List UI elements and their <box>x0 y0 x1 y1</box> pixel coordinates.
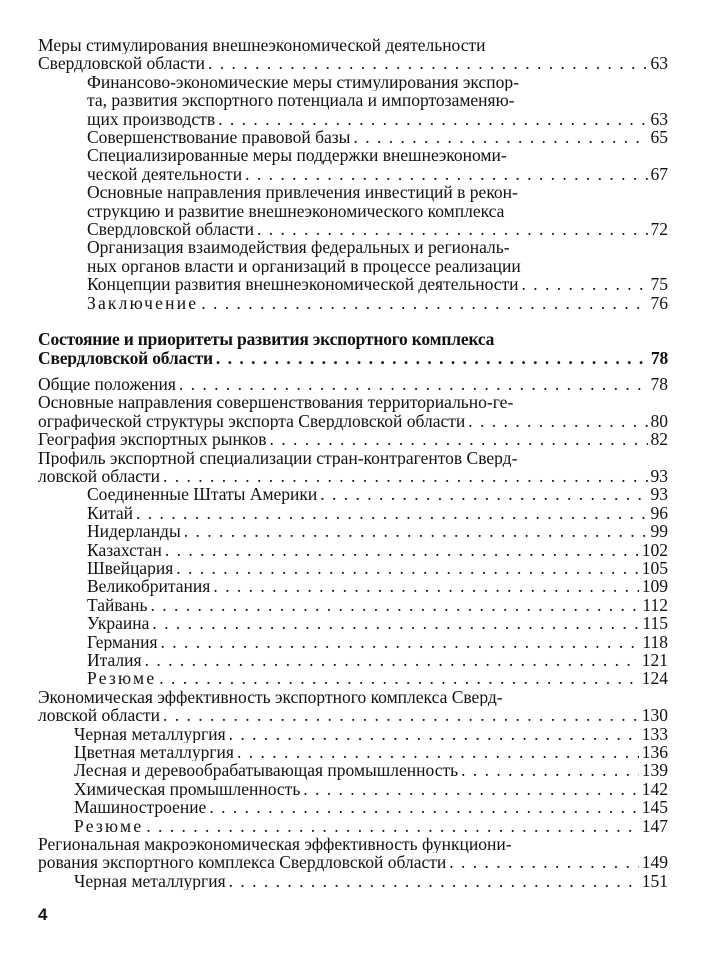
toc-entry <box>38 36 668 73</box>
toc-entry-title: Резюме <box>87 669 157 688</box>
toc-entry <box>38 798 668 816</box>
toc-entry-line <box>87 294 668 312</box>
dot-leader <box>163 467 647 485</box>
toc-entry-title: Общие положения <box>38 374 176 394</box>
dot-leader <box>201 294 647 312</box>
toc-entry <box>38 835 668 872</box>
toc-entry <box>38 559 668 577</box>
toc-entry-title: Специализированные меры поддержки внешнеэкономи- <box>87 146 507 165</box>
dot-leader <box>257 220 647 238</box>
toc-page-number: 109 <box>641 577 668 596</box>
toc-page-number: 63 <box>650 54 668 73</box>
dot-leader <box>237 743 639 761</box>
toc-entry-title: Китай <box>87 503 134 523</box>
toc-entry-title: ловской области <box>38 466 161 486</box>
toc-entry <box>38 146 668 183</box>
toc-page-number: 93 <box>650 466 668 486</box>
toc-entry-title: струкцию и развитие внешнеэкономического комплекса <box>87 201 505 221</box>
toc-entry-line <box>87 146 668 164</box>
toc-entry-line <box>38 449 668 467</box>
toc-entry-title: Украина <box>87 614 150 633</box>
toc-page-number: 130 <box>641 706 668 725</box>
toc-entry-line <box>87 596 668 614</box>
toc-entry-line <box>38 412 668 430</box>
toc-entry-title: Профиль экспортной специализации стран-контрагентов Сверд- <box>38 448 518 467</box>
toc-entry-line <box>87 275 668 293</box>
toc-page-number: 82 <box>650 430 668 449</box>
toc-entry-line <box>38 393 668 411</box>
dot-leader <box>522 275 648 293</box>
toc-entry-title: Финансово-экономические меры стимулирования экспор- <box>87 72 519 92</box>
toc-entry <box>38 183 668 238</box>
dot-leader <box>245 165 647 183</box>
toc-entry <box>38 375 668 393</box>
toc-page-number: 96 <box>650 503 668 523</box>
toc-page-number: 115 <box>642 614 668 633</box>
toc-page-number: 136 <box>641 743 668 762</box>
toc-page-number: 63 <box>650 109 668 129</box>
dot-leader <box>461 761 639 779</box>
toc-entry-line <box>87 633 668 651</box>
toc-entry-title: Лесная и деревообрабатывающая промышленность <box>74 761 459 780</box>
toc-entry-title: Меры стимулирования внешнеэкономической деятельности <box>38 36 486 55</box>
toc-page-number: 78 <box>650 348 668 367</box>
toc-entry-title: Резюме <box>74 816 144 836</box>
toc-entry-title: Великобритания <box>87 577 211 596</box>
toc-entry <box>38 541 668 559</box>
toc-entry-title: Нидерланды <box>87 522 181 541</box>
toc-entry-title: Свердловской области <box>38 54 206 73</box>
toc-entry-title: Экономическая эффективность экспортного комплекса Сверд- <box>38 687 503 707</box>
toc-entry-title: Швейцария <box>87 558 174 578</box>
toc-entry-title: щих производств <box>87 109 216 129</box>
dot-leader <box>468 412 647 430</box>
section-heading-line <box>38 330 668 348</box>
toc-entry <box>38 651 668 669</box>
dot-leader <box>152 614 639 632</box>
section-title: Свердловской области <box>38 348 213 367</box>
dot-leader <box>176 559 639 577</box>
toc-entry-title: Свердловской области <box>87 220 255 239</box>
toc-entry-line <box>38 467 668 485</box>
toc-entry-line <box>38 375 668 393</box>
toc-page-number: 145 <box>641 798 668 817</box>
toc-entry-title: Черная металлургия <box>74 871 226 891</box>
toc-entry-line <box>74 743 668 761</box>
toc-page-number: 139 <box>641 761 668 780</box>
dot-leader <box>320 485 647 503</box>
toc-entry-line <box>87 91 668 109</box>
toc-entry <box>38 577 668 595</box>
toc-entry-line <box>74 725 668 743</box>
toc-entry-line <box>74 872 668 890</box>
toc-entry-line <box>87 651 668 669</box>
toc-entry-line <box>87 128 668 146</box>
toc-group-export <box>38 375 668 890</box>
toc-entry-line <box>74 798 668 816</box>
dot-leader <box>151 596 640 614</box>
toc-page-number: 121 <box>641 651 668 670</box>
toc-page-number: 93 <box>650 485 668 504</box>
dot-leader <box>216 349 648 367</box>
toc-page-number: 76 <box>650 293 668 313</box>
toc-entry-line <box>87 165 668 183</box>
toc-entry-title: География экспортных рынков <box>38 430 267 449</box>
toc-entry-title: ных органов власти и организаций в процессе реализации <box>87 256 521 276</box>
toc-entry-title: Тайвань <box>87 595 148 615</box>
toc-entry-title: Основные направления совершенствования территориально-ге- <box>38 393 514 412</box>
toc-entry-title: Химическая промышленность <box>74 779 301 799</box>
toc-entry-line <box>38 835 668 853</box>
toc-entry-title: ловской области <box>38 706 161 725</box>
toc-entry-line <box>87 541 668 559</box>
toc-page-number: 102 <box>641 540 668 559</box>
dot-leader <box>229 725 639 743</box>
table-of-contents <box>38 36 668 890</box>
dot-leader <box>213 577 638 595</box>
toc-entry-line <box>38 430 668 448</box>
toc-entry <box>38 485 668 503</box>
toc-page-number: 147 <box>641 816 668 836</box>
toc-entry-line <box>87 614 668 632</box>
toc-entry-title: Организация взаимодействия федеральных и региональ- <box>87 238 510 257</box>
toc-entry <box>38 817 668 835</box>
section-title: Состояние и приоритеты развития экспортного комплекса <box>38 330 495 349</box>
toc-entry-line <box>87 238 668 256</box>
dot-leader <box>179 375 648 393</box>
toc-entry-line <box>38 706 668 724</box>
toc-entry-line <box>38 853 668 871</box>
toc-page-number: 124 <box>641 669 668 688</box>
toc-entry-line <box>38 688 668 706</box>
toc-entry-line <box>87 257 668 275</box>
toc-entry-line <box>74 761 668 779</box>
page-number: 4 <box>38 905 48 924</box>
toc-entry-line <box>87 73 668 91</box>
toc-entry-title: Черная металлургия <box>74 724 226 744</box>
toc-entry-title: Заключение <box>87 293 199 313</box>
dot-leader <box>165 541 639 559</box>
toc-entry <box>38 725 668 743</box>
toc-entry-line <box>74 817 668 835</box>
toc-entry-title: Концепции развития внешнеэкономической деятельности <box>87 275 519 294</box>
toc-page-number: 99 <box>650 522 668 541</box>
toc-entry <box>38 780 668 798</box>
dot-leader <box>209 798 638 816</box>
dot-leader <box>353 128 647 146</box>
toc-entry-line <box>87 504 668 522</box>
toc-entry-line <box>87 202 668 220</box>
toc-section-heading <box>38 330 668 367</box>
toc-entry <box>38 294 668 312</box>
toc-entry-line <box>87 522 668 540</box>
toc-entry <box>38 872 668 890</box>
dot-leader <box>159 669 638 687</box>
dot-leader <box>208 54 647 72</box>
dot-leader <box>145 651 639 669</box>
toc-entry-title: Совершенствование правовой базы <box>87 128 351 147</box>
toc-entry-title: Казахстан <box>87 540 162 559</box>
dot-leader <box>161 633 640 651</box>
toc-page-number: 142 <box>641 779 668 799</box>
toc-entry-line <box>87 485 668 503</box>
toc-entry <box>38 761 668 779</box>
toc-page-number: 67 <box>650 164 668 184</box>
toc-page-number: 149 <box>641 853 668 872</box>
toc-entry-title: Основные направления привлечения инвестиций в рекон- <box>87 183 518 202</box>
toc-entry <box>38 430 668 448</box>
toc-page-number: 65 <box>650 128 668 147</box>
toc-page-number: 75 <box>650 275 668 294</box>
toc-entry <box>38 449 668 486</box>
toc-entry-title: ографической структуры экспорта Свердловской области <box>38 411 466 431</box>
dot-leader <box>136 504 647 522</box>
toc-entry <box>38 238 668 293</box>
dot-leader <box>229 872 639 890</box>
toc-entry-title: ческой деятельности <box>87 164 243 184</box>
dot-leader <box>218 110 647 128</box>
toc-entry <box>38 669 668 687</box>
toc-entry <box>38 504 668 522</box>
dot-leader <box>270 430 648 448</box>
toc-entry-title: Италия <box>87 651 142 670</box>
toc-entry-line <box>87 183 668 201</box>
toc-entry-line <box>87 220 668 238</box>
toc-entry-title: Цветная металлургия <box>74 743 234 762</box>
dot-leader <box>163 706 639 724</box>
dot-leader <box>146 817 638 835</box>
toc-entry <box>38 743 668 761</box>
toc-entry-title: рования экспортного комплекса Свердловской области <box>38 853 447 872</box>
toc-entry <box>38 128 668 146</box>
toc-entry <box>38 596 668 614</box>
toc-entry-title: та, развития экспортного потенциала и импортозаменяю- <box>87 91 515 110</box>
toc-page-number: 80 <box>650 411 668 431</box>
toc-entry <box>38 688 668 725</box>
toc-page-number: 78 <box>650 374 668 394</box>
toc-entry-line <box>38 36 668 54</box>
toc-entry-title: Машиностроение <box>74 798 207 817</box>
toc-page-number: 72 <box>650 220 668 239</box>
toc-entry-title: Соединенные Штаты Америки <box>87 485 318 504</box>
toc-entry-line <box>87 669 668 687</box>
dot-leader <box>184 522 648 540</box>
toc-entry-line <box>74 780 668 798</box>
toc-entry-line <box>87 559 668 577</box>
dot-leader <box>449 853 638 871</box>
toc-page-number: 133 <box>641 724 668 744</box>
dot-leader <box>303 780 638 798</box>
toc-page-number: 105 <box>641 558 668 578</box>
toc-entry <box>38 73 668 128</box>
toc-entry-title: Региональная макроэкономическая эффективность функциони- <box>38 835 512 854</box>
toc-entry <box>38 614 668 632</box>
toc-entry-line <box>87 110 668 128</box>
section-heading-line <box>38 349 668 367</box>
toc-page-number: 151 <box>641 871 668 891</box>
toc-entry-line <box>87 577 668 595</box>
toc-page-number: 118 <box>642 632 668 651</box>
toc-page-number: 112 <box>642 595 668 615</box>
toc-entry <box>38 633 668 651</box>
toc-entry <box>38 393 668 430</box>
toc-entry <box>38 522 668 540</box>
toc-group-stimulus <box>38 36 668 312</box>
toc-entry-title: Германия <box>87 632 158 651</box>
toc-entry-line <box>38 54 668 72</box>
